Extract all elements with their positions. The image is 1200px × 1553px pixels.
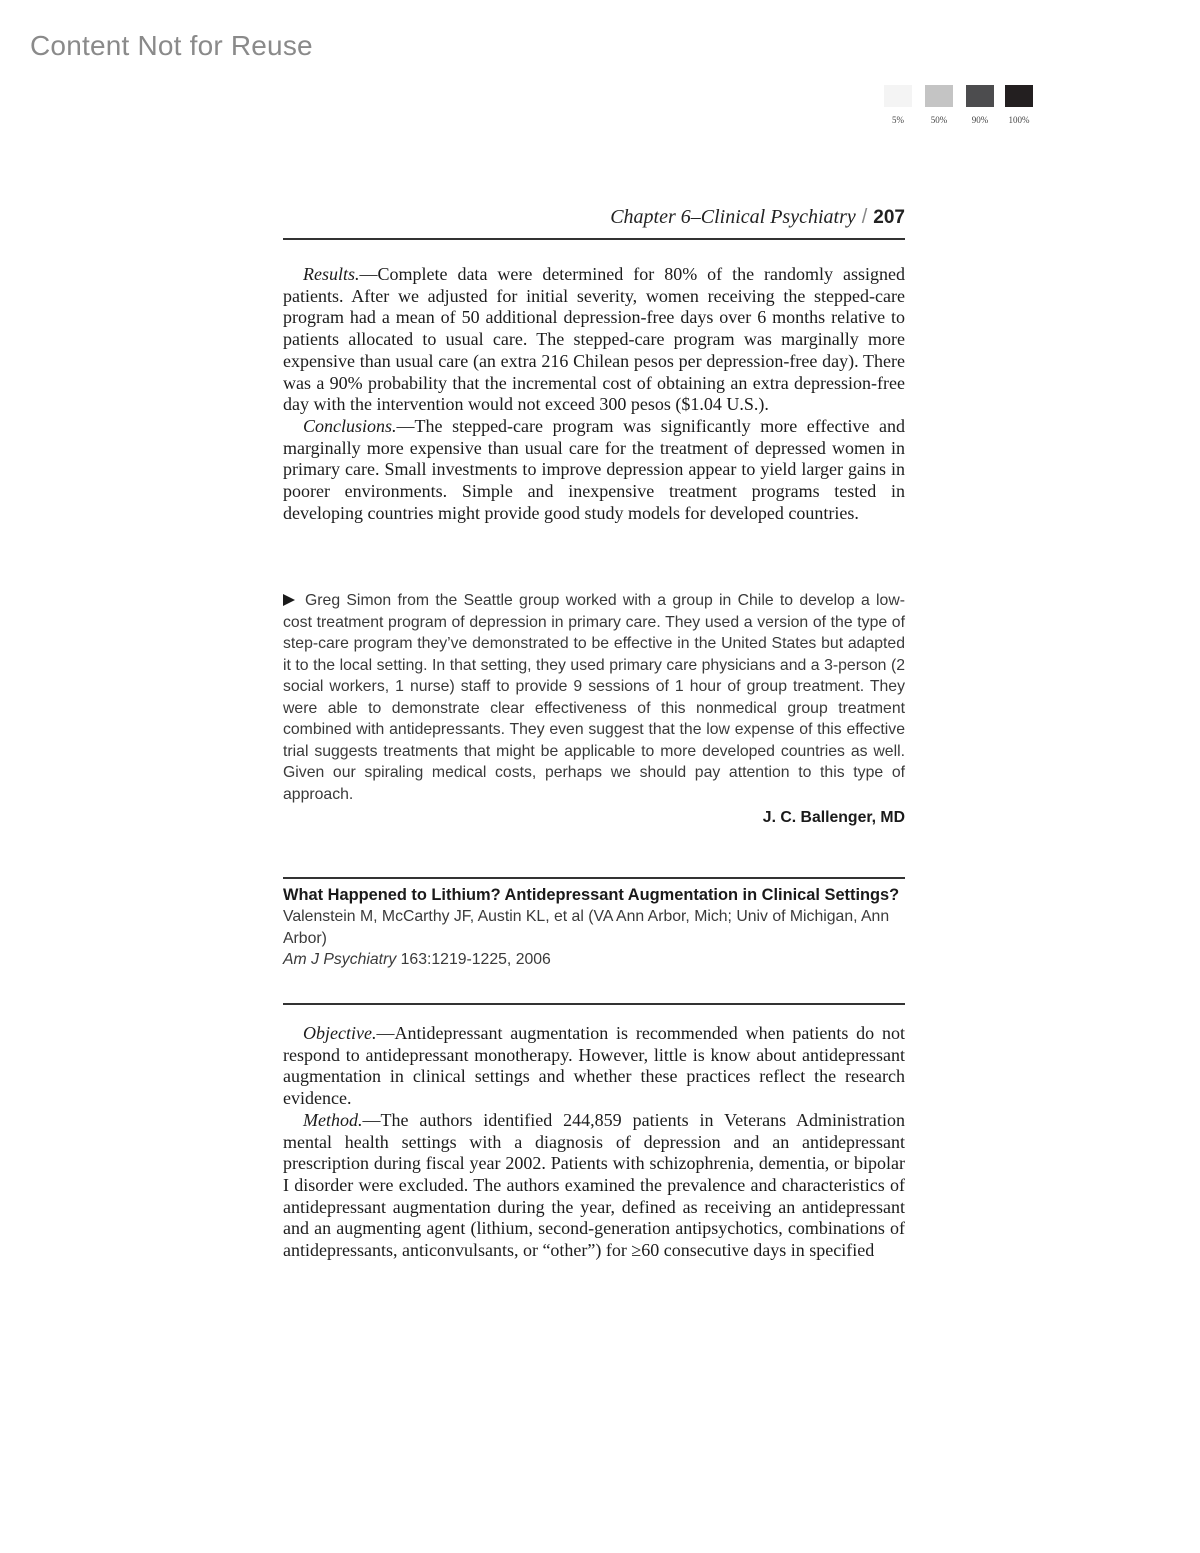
objective-label: Objective.	[303, 1023, 377, 1043]
watermark: Content Not for Reuse	[30, 30, 313, 61]
results-paragraph	[283, 264, 905, 416]
results-text: —Complete data were determined for 80% of the randomly assigned patients. After we adjusted for initial severity, women receiving the stepped-care program had a mean of 50 additional depression-free days over 6 months relative to patients allocated to usual care. The stepped-care program was marginally more expensive than usual care (an extra 216 Chilean pesos per depression-free day). There was a 90% probability that the incremental cost of obtaining an extra depression-free day with the intervention would not exceed 300 pesos ($1.04 U.S.).	[283, 264, 905, 415]
swatch-label-100: 100%	[1008, 115, 1030, 125]
article-abstract	[283, 1023, 905, 1262]
divider-top	[283, 877, 905, 879]
conclusions-paragraph	[283, 416, 905, 525]
swatch-90	[966, 85, 994, 107]
conclusions-text: —The stepped-care program was significantly more effective and marginally more expensive than usual care for the treatment of depressed women in primary care. Small investments to improve depression appear to yield larger gains in poorer environments. Simple and inexpensive treatment programs tested in developing countries might provide good study models for developed countries.	[283, 415, 905, 523]
swatch-label-90: 90%	[971, 115, 989, 125]
method-text: —The authors identified 244,859 patients in Veterans Administration mental health settings with a diagnosis of depression and an antidepressant prescription during fiscal year 2002. Patients with schizophrenia, dementia, or bipolar I disorder were excluded. The authors examined the prevalence and characteristics of antidepressant augmentation during the year, defined as receiving an antidepressant and an augmenting agent (lithium, second-generation antipsychotics, combinations of antidepressants, anticonvulsants, or “other”) for ≥60 consecutive days in specified	[283, 1109, 905, 1261]
page-number: 207	[873, 207, 905, 228]
divider-bottom	[283, 1003, 905, 1005]
article-citation	[283, 949, 905, 971]
swatch-50	[925, 85, 953, 107]
play-arrow-icon	[283, 594, 295, 606]
color-calibration-swatches	[884, 85, 1036, 130]
editorial-commentary	[283, 590, 905, 829]
journal-name: Am J Psychiatry	[283, 951, 397, 968]
citation-details: 163:1219-1225, 2006	[396, 951, 551, 968]
swatch-label-5: 5%	[892, 115, 904, 125]
article-header	[283, 884, 905, 971]
abstract-continued	[283, 264, 905, 524]
article-title: What Happened to Lithium? Antidepressant Augmentation in Clinical Settings?	[283, 886, 900, 904]
swatch-100	[1005, 85, 1033, 107]
swatch-5	[884, 85, 912, 107]
objective-paragraph	[283, 1023, 905, 1110]
method-label: Method.	[303, 1109, 363, 1130]
commentary-paragraph	[283, 590, 905, 805]
article-authors: Valenstein M, McCarthy JF, Austin KL, et al (VA Ann Arbor, Mich; Univ of Michigan, Ann Arbor)	[283, 908, 890, 947]
running-head	[283, 200, 905, 240]
commentary-text: Greg Simon from the Seattle group worked with a group in Chile to develop a low-cost treatment program of depression in primary care. They used a version of the type of step-care program they’ve demonstrated to be effective in the United States but adapted it to the local setting. In that setting, they used primary care physicians and a 3-person (2 social workers, 1 nurse) staff to provide 9 sessions of 1 hour of group treatment. They were able to demonstrate clear effectiveness of this nonmedical group treatment combined with antidepressants. They even suggest that the low expense of this effective trial suggests treatments that might be applicable to more developed countries as well. Given our spiraling medical costs, perhaps we should pay attention to this type of approach.	[283, 592, 905, 803]
chapter-title: Chapter 6–Clinical Psychiatry	[610, 206, 856, 228]
commentary-author: J. C. Ballenger, MD	[762, 809, 905, 826]
swatch-label-50: 50%	[930, 115, 948, 125]
objective-text: —Antidepressant augmentation is recommended when patients do not respond to antidepressant monotherapy. However, little is know about antidepressant augmentation in clinical settings and whether these practices reflect the research evidence.	[283, 1023, 905, 1109]
method-paragraph	[283, 1110, 905, 1262]
results-label: Results.	[303, 264, 360, 284]
running-head-separator: /	[861, 206, 868, 228]
conclusions-label: Conclusions.	[303, 415, 397, 436]
